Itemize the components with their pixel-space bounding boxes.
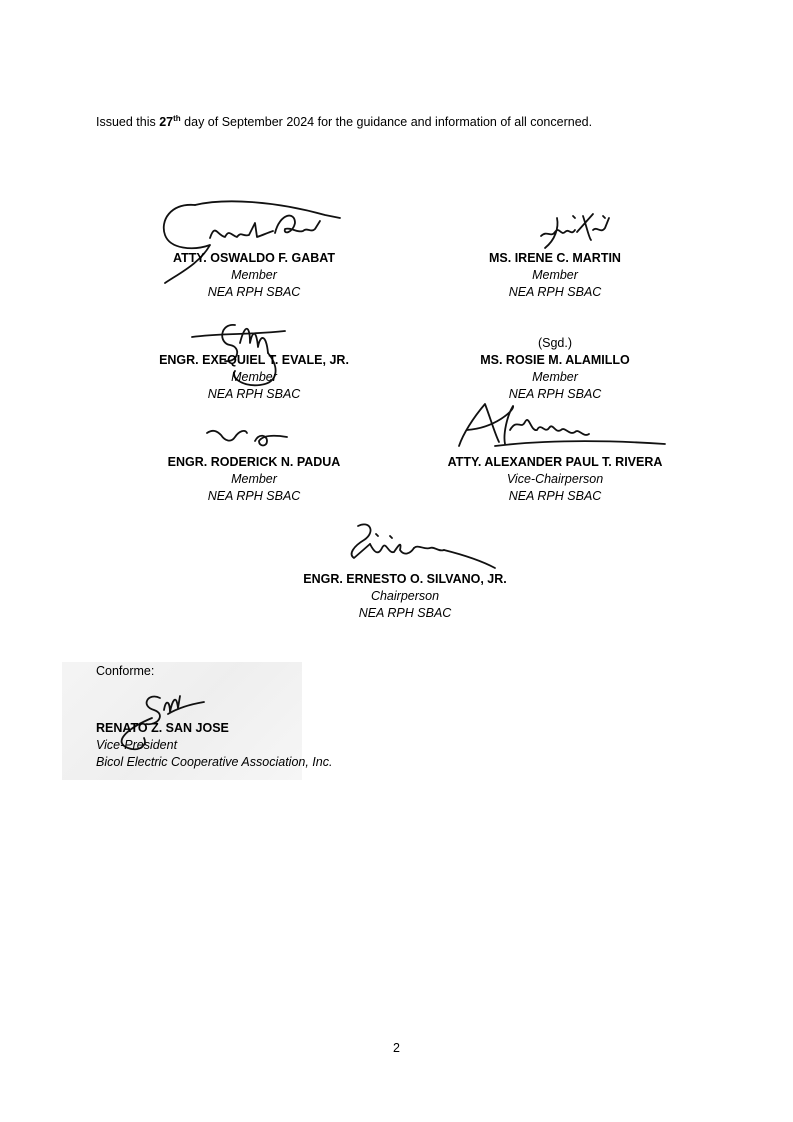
signatory-name: ATTY. OSWALDO F. GABAT <box>172 251 336 265</box>
signatory-evale <box>104 352 404 403</box>
signatory-padua <box>104 454 404 505</box>
signatory-role: Member <box>231 370 277 384</box>
signatory-name: ENGR. RODERICK N. PADUA <box>167 455 341 469</box>
conforme-label: Conforme: <box>96 664 155 678</box>
signature-rivera <box>455 400 670 460</box>
signatory-org: NEA RPH SBAC <box>508 285 602 299</box>
issuance-statement <box>96 115 592 129</box>
signatory-name: ENGR. EXEQUIEL T. EVALE, JR. <box>159 353 349 367</box>
issued-day: 27 <box>159 115 174 129</box>
signed-marker: (Sgd.) <box>537 336 573 350</box>
conforme-title: Vice-President <box>96 738 178 752</box>
conforme-name: RENATO Z. SAN JOSE <box>96 721 229 735</box>
signature-silvano <box>340 518 500 578</box>
conforme-section <box>96 663 332 771</box>
signatory-name: ENGR. ERNESTO O. SILVANO, JR. <box>303 572 507 586</box>
signatory-org: NEA RPH SBAC <box>508 489 602 503</box>
conforme-org: Bicol Electric Cooperative Association, Inc. <box>96 755 333 769</box>
signatory-name: ATTY. ALEXANDER PAUL T. RIVERA <box>447 455 663 469</box>
signatory-gabat <box>104 250 404 301</box>
signatory-org: NEA RPH SBAC <box>508 387 602 401</box>
page-number: 2 <box>393 1041 400 1055</box>
signatory-silvano <box>255 571 555 622</box>
signatory-martin <box>405 250 705 301</box>
signatory-role: Chairperson <box>370 589 440 603</box>
signatory-role: Member <box>532 268 578 282</box>
signature-padua <box>205 425 290 451</box>
signatory-name: MS. IRENE C. MARTIN <box>489 251 621 265</box>
signatory-role: Member <box>231 268 277 282</box>
signatory-alamillo <box>405 335 705 403</box>
issued-suffix: day of September 2024 for the guidance and information of all concerned. <box>180 115 593 129</box>
signatory-role: Member <box>532 370 578 384</box>
signatory-org: NEA RPH SBAC <box>207 285 301 299</box>
signatory-rivera <box>405 454 705 505</box>
signatory-role: Vice-Chairperson <box>506 472 604 486</box>
issued-prefix: Issued this <box>96 115 160 129</box>
signatory-org: NEA RPH SBAC <box>358 606 452 620</box>
issued-day-suffix: th <box>173 114 181 123</box>
signatory-org: NEA RPH SBAC <box>207 489 301 503</box>
signatory-name: MS. ROSIE M. ALAMILLO <box>480 353 630 367</box>
signatory-org: NEA RPH SBAC <box>207 387 301 401</box>
signature-martin <box>535 208 615 253</box>
signatory-role: Member <box>231 472 277 486</box>
